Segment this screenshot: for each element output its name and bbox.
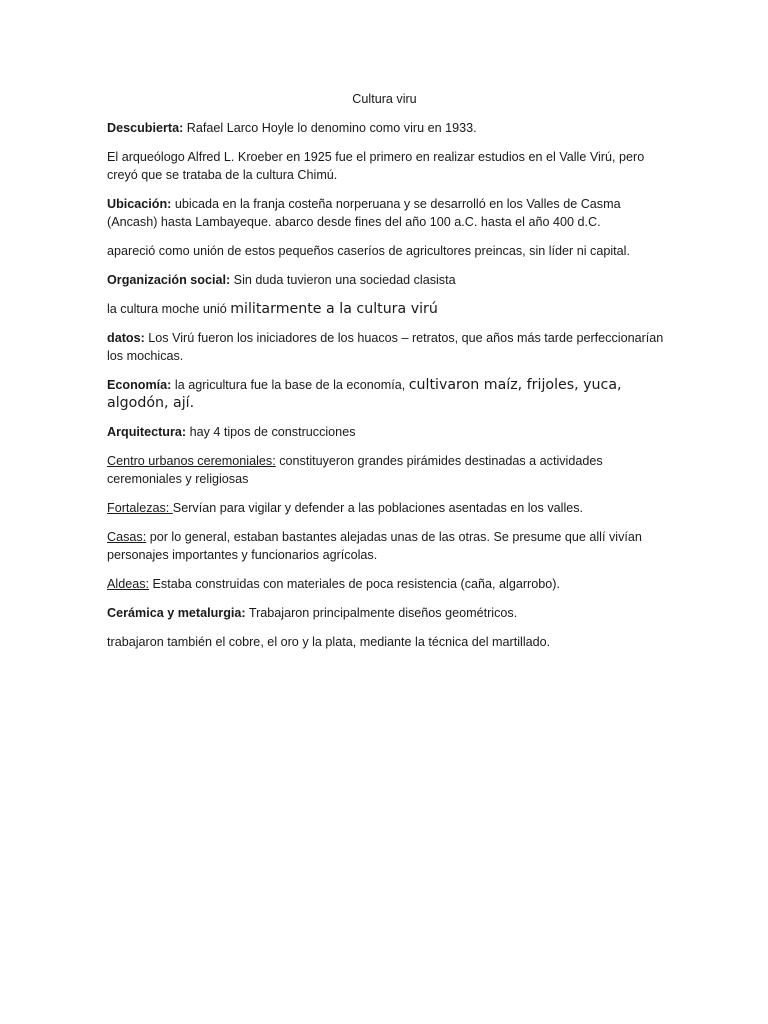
paragraph-metalurgia: [107, 633, 667, 651]
label-descubierta: Descubierta:: [107, 121, 184, 135]
paragraph-origen: [107, 242, 667, 260]
text-aldeas: Estaba construidas con materiales de poca resistencia (caña, algarrobo).: [149, 577, 560, 591]
paragraph-organizacion-social: [107, 271, 667, 289]
text-casas: por lo general, estaban bastantes alejadas unas de las otras. Se presume que allí vivían personajes importantes y funcionarios agrícolas.: [107, 530, 642, 562]
text-ubicacion: ubicada en la franja costeña norperuana y se desarrolló en los Valles de Casma (Ancash) hasta Lambayeque. abarco desde fines del año 100 a.C. hasta el año 400 d.C.: [107, 197, 621, 229]
document-body: [107, 90, 667, 662]
paragraph-aldeas: [107, 575, 667, 593]
text-metalurgia: trabajaron también el cobre, el oro y la plata, mediante la técnica del martillado.: [107, 635, 551, 649]
text-ceramica: Trabajaron principalmente diseños geométricos.: [245, 606, 518, 620]
label-fortalezas: Fortalezas:: [107, 501, 173, 515]
label-arquitectura: Arquitectura:: [107, 425, 187, 439]
paragraph-descubierta: [107, 119, 667, 137]
label-datos: datos:: [107, 331, 145, 345]
text-kroeber: El arqueólogo Alfred L. Kroeber en 1925 fue el primero en realizar estudios en el Valle Virú, pero creyó que se trataba de la cultura Chimú.: [107, 150, 645, 182]
label-economia: Economía:: [107, 378, 172, 392]
text-organizacion-social: Sin duda tuvieron una sociedad clasista: [230, 273, 456, 287]
label-ubicacion: Ubicación:: [107, 197, 172, 211]
label-ceramica: Cerámica y metalurgia:: [107, 606, 246, 620]
paragraph-casas: [107, 528, 667, 564]
paragraph-fortalezas: [107, 499, 667, 517]
label-casas: Casas:: [107, 530, 147, 544]
text-origen: apareció como unión de estos pequeños caseríos de agricultores preincas, sin líder ni capital.: [107, 244, 630, 258]
paragraph-kroeber: [107, 148, 667, 184]
text-fortalezas: Servían para vigilar y defender a las poblaciones asentadas en los valles.: [172, 501, 584, 515]
paragraph-economia: [107, 376, 667, 412]
paragraph-ubicacion: [107, 195, 667, 231]
paragraph-arquitectura: [107, 423, 667, 441]
text-moche: la cultura moche unió: [107, 302, 231, 316]
label-organizacion-social: Organización social:: [107, 273, 231, 287]
label-aldeas: Aldeas:: [107, 577, 150, 591]
text-datos: Los Virú fueron los iniciadores de los huacos – retratos, que años más tarde perfeccionarían los mochicas.: [107, 331, 664, 363]
text-economia: la agricultura fue la base de la economía,: [171, 378, 409, 392]
label-centros-urbanos: Centro urbanos ceremoniales:: [107, 454, 276, 468]
paragraph-moche: [107, 300, 667, 318]
paragraph-ceramica: [107, 604, 667, 622]
text-arquitectura: hay 4 tipos de construcciones: [186, 425, 356, 439]
text-economia-large: cultivaron maíz, frijoles, yuca, algodón, ají.: [107, 377, 622, 411]
text-descubierta: Rafael Larco Hoyle lo denomino como viru en 1933.: [183, 121, 477, 135]
document-title: Cultura viru: [352, 92, 417, 106]
text-moche-large: militarmente a la cultura virú: [230, 301, 438, 317]
paragraph-centros-urbanos: [107, 452, 667, 488]
text-centros-urbanos: constituyeron grandes pirámides destinadas a actividades ceremoniales y religiosas: [107, 454, 603, 486]
paragraph-datos: [107, 329, 667, 365]
